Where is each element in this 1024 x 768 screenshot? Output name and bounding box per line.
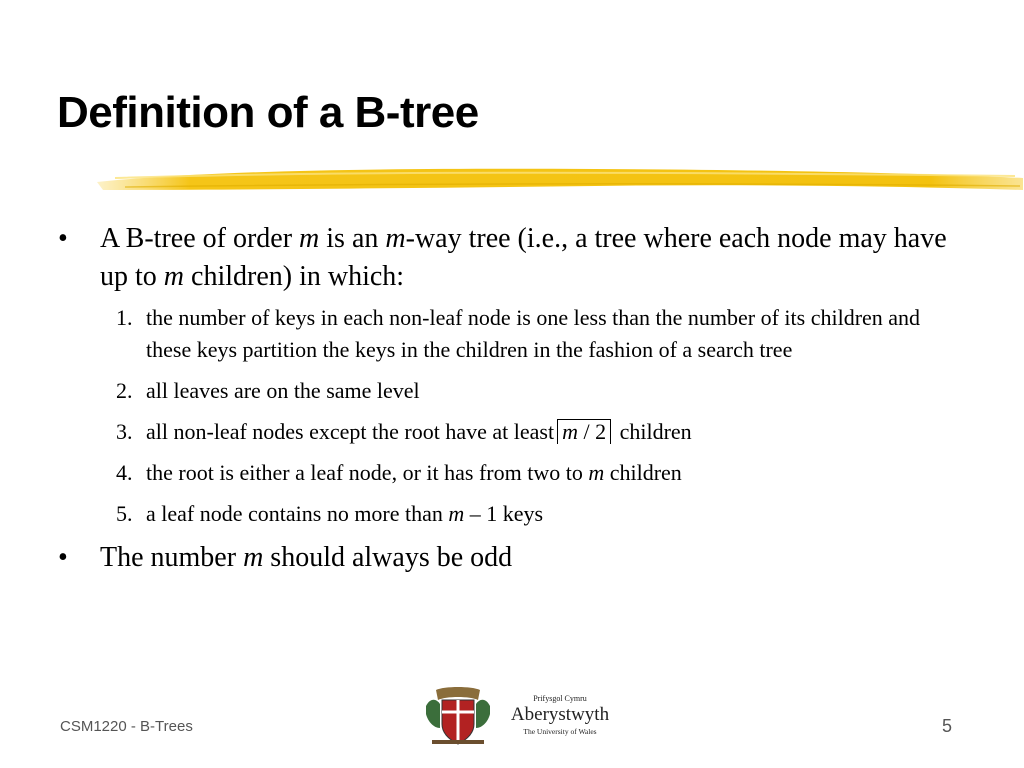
math-m: m: [299, 223, 320, 254]
text-span: children: [614, 419, 692, 444]
bullet-symbol: •: [58, 223, 68, 254]
math-m: m: [163, 261, 185, 292]
math-m: m: [385, 223, 406, 254]
item-number: 2.: [116, 378, 133, 403]
list-item: [116, 375, 958, 407]
slide-body: [58, 220, 958, 577]
bullet-symbol: •: [58, 542, 68, 573]
item-number: 5.: [116, 501, 133, 526]
logo-line-english: The University of Wales: [523, 727, 597, 736]
university-logo-text: [500, 694, 620, 738]
list-item: [116, 498, 958, 530]
bullet-text: [100, 220, 958, 296]
bullet-text: [100, 539, 512, 577]
text-span: a leaf node contains no more than: [146, 501, 449, 526]
yellow-brush-stroke: [95, 160, 1024, 200]
logo-line-name: Aberystwyth: [510, 704, 610, 725]
item-number: 1.: [116, 305, 133, 330]
bullet-item: [58, 220, 958, 296]
list-item: [116, 457, 958, 489]
math-m: m: [243, 542, 264, 573]
footer-course: CSM1220 - B-Trees: [60, 718, 193, 735]
item-text: all leaves are on the same level: [146, 378, 420, 403]
bullet-item: [58, 539, 958, 577]
text-span: is an: [319, 223, 386, 254]
logo-line-welsh: Prifysgol Cymru: [533, 694, 587, 703]
text-span: the root is either a leaf node, or it has from two to: [146, 460, 589, 485]
slide-title: Definition of a B-tree: [57, 88, 479, 137]
text-span: – 1 keys: [464, 501, 544, 526]
math-m: m: [562, 419, 578, 444]
text-span: should always be odd: [263, 542, 513, 573]
university-crest-icon: [422, 684, 494, 748]
text-span: The number: [100, 542, 244, 573]
text-span: A B-tree of order: [100, 223, 300, 254]
text-span: -way tree (i.e., a tree where each node may have up to: [100, 223, 947, 292]
text-span: children: [604, 460, 682, 485]
page-number: 5: [941, 716, 952, 736]
item-text: [146, 498, 946, 530]
fraction-text: / 2: [577, 419, 607, 444]
list-item: [116, 416, 958, 448]
ceiling-bracket: [557, 419, 611, 444]
item-text: the number of keys in each non-leaf node is one less than the number of its children and these keys partition the keys in the children in the fashion of a search tree: [146, 305, 921, 362]
math-m: m: [448, 501, 465, 526]
math-m: m: [588, 460, 605, 485]
list-item: [116, 302, 958, 366]
text-span: children) in which:: [184, 261, 405, 292]
text-span: all non-leaf nodes except the root have at least: [146, 419, 555, 444]
item-text: [146, 457, 946, 489]
item-number: 3.: [116, 419, 133, 444]
numbered-list: [116, 302, 958, 530]
item-text: [146, 416, 946, 448]
item-number: 4.: [116, 460, 133, 485]
